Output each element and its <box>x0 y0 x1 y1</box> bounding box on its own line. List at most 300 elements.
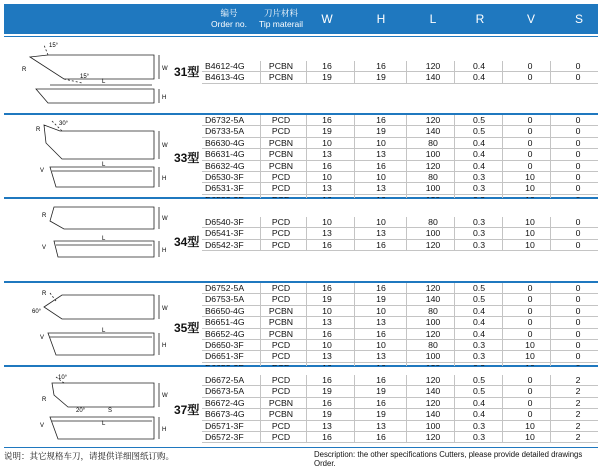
cell-v: 0 <box>527 72 533 83</box>
cell-r: 0.4 <box>472 137 486 148</box>
table-row <box>202 375 598 386</box>
column-divider <box>550 283 551 374</box>
cell-h: 10 <box>376 137 386 148</box>
tool-34-w-label: W <box>162 216 168 222</box>
cell-v: 0 <box>527 160 533 171</box>
tool-37-s-label: S <box>108 408 113 414</box>
group-37 <box>4 366 598 448</box>
tool-33-l-label: L <box>102 162 106 168</box>
tool-33-w-label: W <box>162 143 168 149</box>
cell-v: 10 <box>525 228 535 239</box>
cell-s: 0 <box>575 294 581 305</box>
type-label-31: 31型 <box>174 65 200 79</box>
cell-w: 13 <box>322 228 332 239</box>
cell-l: 80 <box>428 137 438 148</box>
cell-code: D6530-3F <box>205 171 244 182</box>
table-row <box>202 149 598 160</box>
cell-code: D6753-5A <box>205 294 245 305</box>
cell-h: 13 <box>376 228 386 239</box>
cell-v: 10 <box>525 217 535 227</box>
column-divider <box>354 115 355 206</box>
column-divider <box>454 375 455 443</box>
cell-w: 16 <box>322 160 332 171</box>
cell-code: D6541-3F <box>205 228 244 239</box>
cell-material: PCBN <box>268 149 294 160</box>
table-row <box>202 329 598 340</box>
cell-s: 0 <box>575 115 581 125</box>
cell-r: 0.5 <box>472 386 486 397</box>
cell-w: 13 <box>322 420 332 431</box>
cell-w: 10 <box>322 137 332 148</box>
cell-material: PCBN <box>268 61 294 71</box>
column-divider <box>306 115 307 206</box>
footer-note-en: Description: the other specifications Cutters, please provide detailed drawings Order. <box>314 450 583 468</box>
type-label-33: 33型 <box>174 151 200 165</box>
tool-31-l-label: L <box>102 79 106 85</box>
cell-l: 120 <box>425 239 441 250</box>
cell-l: 140 <box>425 409 441 420</box>
cell-material: PCBN <box>268 328 294 339</box>
table-row <box>202 294 598 305</box>
tool-35-l-label: L <box>102 328 106 334</box>
cell-material: PCD <box>271 228 291 239</box>
cell-v: 0 <box>527 397 533 408</box>
group-35 <box>4 282 598 366</box>
cell-r: 0.4 <box>472 305 486 316</box>
cell-code: B4612-4G <box>205 61 245 71</box>
cell-material: PCBN <box>268 305 294 316</box>
cell-h: 16 <box>376 375 386 385</box>
group-33 <box>4 114 598 198</box>
cell-code: D6540-3F <box>205 217 244 227</box>
cell-h: 13 <box>376 149 386 160</box>
tool-37-w-label: W <box>162 393 168 399</box>
cell-code: D6651-3F <box>205 351 244 362</box>
cell-w: 13 <box>322 351 332 362</box>
tool-35-r-label: R <box>42 291 47 297</box>
column-divider <box>354 283 355 374</box>
cell-s: 0 <box>575 239 581 250</box>
cell-r: 0.5 <box>472 375 486 385</box>
cell-l: 140 <box>425 72 441 83</box>
cell-code: B6652-4G <box>205 328 245 339</box>
cell-h: 10 <box>376 171 386 182</box>
cell-h: 16 <box>376 115 386 125</box>
cell-h: 13 <box>376 317 386 328</box>
cell-w: 10 <box>322 305 332 316</box>
cell-l: 100 <box>425 420 441 431</box>
cell-s: 0 <box>575 160 581 171</box>
cell-l: 100 <box>425 183 441 194</box>
cell-h: 16 <box>376 397 386 408</box>
cell-h: 16 <box>376 160 386 171</box>
cell-v: 10 <box>525 420 535 431</box>
cell-r: 0.5 <box>472 126 486 137</box>
column-divider <box>502 283 503 374</box>
cell-material: PCD <box>271 283 291 293</box>
group-34-diagram-cell <box>4 199 200 281</box>
cell-material: PCD <box>271 294 291 305</box>
order-no-header <box>200 4 258 34</box>
cell-material: PCBN <box>268 72 294 83</box>
cell-v: 0 <box>527 126 533 137</box>
cell-h: 19 <box>376 386 386 397</box>
column-divider <box>502 217 503 251</box>
cell-r: 0.4 <box>472 149 486 160</box>
cell-v: 0 <box>527 317 533 328</box>
tip-material-header <box>258 4 304 34</box>
cell-s: 0 <box>575 305 581 316</box>
cell-w: 19 <box>322 294 332 305</box>
tool-34-v-label: V <box>42 245 47 251</box>
tool-33-drawing <box>4 115 200 197</box>
cell-v: 0 <box>527 386 533 397</box>
cell-v: 10 <box>525 171 535 182</box>
tool-33-angle: 30° <box>59 121 69 127</box>
table-row <box>202 240 598 251</box>
tool-35-h-label: H <box>162 343 167 349</box>
cell-s: 0 <box>575 171 581 182</box>
column-divider <box>260 375 261 443</box>
cell-v: 0 <box>527 115 533 125</box>
cell-w: 16 <box>322 115 332 125</box>
column-divider <box>502 115 503 206</box>
cell-material: PCD <box>271 351 291 362</box>
table-row <box>202 398 598 409</box>
tool-37-angle-bottom: 20° <box>76 408 86 414</box>
cell-l: 80 <box>428 171 438 182</box>
cell-v: 0 <box>527 137 533 148</box>
table-row <box>202 306 598 317</box>
table-row <box>202 340 598 351</box>
tool-31-r-label: R <box>22 67 27 73</box>
group-31 <box>4 36 598 114</box>
cell-code: D6650-3F <box>205 339 244 350</box>
cell-v: 0 <box>527 375 533 385</box>
cell-material: PCD <box>271 171 291 182</box>
cell-r: 0.4 <box>472 397 486 408</box>
table-row <box>202 61 598 72</box>
cell-code: B6672-4G <box>205 397 245 408</box>
cell-l: 140 <box>425 126 441 137</box>
cell-code: D6733-5A <box>205 126 245 137</box>
type-label-37: 37型 <box>174 403 200 417</box>
cell-material: PCD <box>271 431 291 442</box>
table-header <box>4 4 598 34</box>
cell-s: 2 <box>575 386 581 397</box>
column-divider <box>454 61 455 84</box>
cell-code: B6650-4G <box>205 305 245 316</box>
cell-l: 120 <box>425 61 441 71</box>
cell-h: 10 <box>376 305 386 316</box>
cell-v: 10 <box>525 239 535 250</box>
cell-h: 10 <box>376 339 386 350</box>
tool-35-w-label: W <box>162 306 168 312</box>
tool-34-l-label: L <box>102 236 106 242</box>
cell-code: B6673-4G <box>205 409 245 420</box>
column-divider <box>406 115 407 206</box>
group-31-rows <box>202 61 598 84</box>
table-row <box>202 283 598 294</box>
cell-w: 16 <box>322 431 332 442</box>
tool-37-h-label: H <box>162 427 167 433</box>
cell-s: 0 <box>575 328 581 339</box>
cell-r: 0.3 <box>472 351 486 362</box>
cell-r: 0.3 <box>472 228 486 239</box>
group-34 <box>4 198 598 282</box>
cell-r: 0.4 <box>472 61 486 71</box>
cell-v: 0 <box>527 149 533 160</box>
tool-31-angle-bottom: 15° <box>80 74 90 80</box>
cell-material: PCBN <box>268 137 294 148</box>
cell-h: 16 <box>376 283 386 293</box>
order-no-header-en: Order no. <box>211 19 247 29</box>
cell-h: 19 <box>376 72 386 83</box>
order-no-header-cn: 编号 <box>220 8 238 18</box>
col-w-header: W <box>321 12 333 26</box>
cell-w: 16 <box>322 328 332 339</box>
cell-material: PCD <box>271 183 291 194</box>
cell-s: 0 <box>575 61 581 71</box>
cell-r: 0.3 <box>472 239 486 250</box>
cell-l: 120 <box>425 328 441 339</box>
cell-v: 0 <box>527 328 533 339</box>
column-divider <box>306 283 307 374</box>
cell-l: 80 <box>428 217 438 227</box>
cell-w: 19 <box>322 409 332 420</box>
cell-w: 16 <box>322 397 332 408</box>
cell-code: B6651-4G <box>205 317 245 328</box>
column-divider <box>306 217 307 251</box>
group-35-diagram-cell <box>4 283 200 365</box>
column-divider <box>502 61 503 84</box>
tool-31-drawing <box>4 37 200 113</box>
cell-l: 80 <box>428 305 438 316</box>
cell-l: 140 <box>425 294 441 305</box>
cell-material: PCD <box>271 115 291 125</box>
cell-r: 0.4 <box>472 72 486 83</box>
tool-31-h-label: H <box>162 95 167 101</box>
column-divider <box>454 217 455 251</box>
tool-35-v-label: V <box>40 335 45 341</box>
table-row <box>202 409 598 420</box>
column-divider <box>406 375 407 443</box>
cell-s: 0 <box>575 283 581 293</box>
table-row <box>202 72 598 83</box>
col-h-header: H <box>376 12 386 26</box>
cell-code: B6630-4G <box>205 137 245 148</box>
group-35-rows <box>202 283 598 374</box>
cell-material: PCD <box>271 217 291 227</box>
cell-code: D6571-3F <box>205 420 244 431</box>
table-row <box>202 161 598 172</box>
tool-37-angle-top: 10° <box>58 375 68 381</box>
table-row <box>202 217 598 228</box>
cell-r: 0.4 <box>472 409 486 420</box>
cell-l: 120 <box>425 160 441 171</box>
cell-l: 140 <box>425 386 441 397</box>
tool-33-h-label: H <box>162 176 167 182</box>
cell-material: PCD <box>271 386 291 397</box>
tool-37-v-label: V <box>40 423 45 429</box>
cell-r: 0.5 <box>472 294 486 305</box>
cell-h: 16 <box>376 328 386 339</box>
cell-s: 0 <box>575 217 581 227</box>
cell-s: 0 <box>575 72 581 83</box>
column-divider <box>550 61 551 84</box>
cell-s: 0 <box>575 126 581 137</box>
column-divider <box>260 61 261 84</box>
cell-w: 19 <box>322 72 332 83</box>
cell-r: 0.4 <box>472 160 486 171</box>
group-34-rows <box>202 217 598 251</box>
cell-v: 0 <box>527 283 533 293</box>
cell-v: 10 <box>525 351 535 362</box>
cell-v: 0 <box>527 305 533 316</box>
cell-v: 0 <box>527 61 533 71</box>
cell-w: 19 <box>322 126 332 137</box>
table-row <box>202 126 598 137</box>
cell-v: 10 <box>525 431 535 442</box>
cell-w: 10 <box>322 339 332 350</box>
cell-l: 120 <box>425 375 441 385</box>
cell-h: 13 <box>376 351 386 362</box>
cell-w: 13 <box>322 149 332 160</box>
group-33-diagram-cell <box>4 115 200 197</box>
cell-s: 2 <box>575 375 581 385</box>
column-divider <box>260 217 261 251</box>
cell-material: PCD <box>271 420 291 431</box>
column-divider <box>550 375 551 443</box>
cell-code: D6531-3F <box>205 183 244 194</box>
cell-material: PCD <box>271 375 291 385</box>
cell-material: PCBN <box>268 160 294 171</box>
cell-code: D6732-5A <box>205 115 245 125</box>
cell-w: 16 <box>322 61 332 71</box>
cell-s: 2 <box>575 397 581 408</box>
column-divider <box>406 283 407 374</box>
cell-l: 80 <box>428 339 438 350</box>
table-row <box>202 432 598 443</box>
cell-code: D6572-3F <box>205 431 244 442</box>
cell-h: 10 <box>376 217 386 227</box>
cell-s: 0 <box>575 183 581 194</box>
cell-v: 10 <box>525 183 535 194</box>
cell-w: 13 <box>322 183 332 194</box>
cell-l: 100 <box>425 149 441 160</box>
column-divider <box>354 217 355 251</box>
cell-l: 120 <box>425 431 441 442</box>
cell-r: 0.3 <box>472 431 486 442</box>
table-row <box>202 183 598 194</box>
cell-r: 0.5 <box>472 115 486 125</box>
column-divider <box>550 217 551 251</box>
cell-r: 0.4 <box>472 317 486 328</box>
column-divider <box>306 375 307 443</box>
cell-v: 0 <box>527 294 533 305</box>
cell-s: 0 <box>575 339 581 350</box>
cell-code: B6631-4G <box>205 149 245 160</box>
tool-37-r-label: R <box>42 397 47 403</box>
cell-h: 13 <box>376 183 386 194</box>
group-31-diagram-cell <box>4 37 200 113</box>
tool-31-angle-top: 15° <box>49 43 59 49</box>
type-label-34: 34型 <box>174 235 200 249</box>
column-divider <box>454 115 455 206</box>
column-divider <box>454 283 455 374</box>
cell-code: B6632-4G <box>205 160 245 171</box>
type-label-35: 35型 <box>174 321 200 335</box>
cell-material: PCD <box>271 126 291 137</box>
table-row <box>202 138 598 149</box>
cell-material: PCBN <box>268 397 294 408</box>
tool-35-angle: 60° <box>32 309 42 315</box>
cell-w: 16 <box>322 283 332 293</box>
tool-35-drawing <box>4 283 200 365</box>
cell-material: PCD <box>271 239 291 250</box>
cell-h: 19 <box>376 294 386 305</box>
cell-s: 0 <box>575 351 581 362</box>
tool-34-r-label: R <box>42 213 47 219</box>
footer-note-cn: 说明：其它规格车刀，请提供详细图纸订购。 <box>4 451 175 461</box>
column-divider <box>406 61 407 84</box>
cell-s: 2 <box>575 409 581 420</box>
cell-r: 0.3 <box>472 339 486 350</box>
cell-l: 120 <box>425 397 441 408</box>
cell-l: 100 <box>425 351 441 362</box>
column-divider <box>406 217 407 251</box>
tool-31-w-label: W <box>162 66 168 72</box>
tool-37-drawing <box>4 367 200 447</box>
group-33-rows <box>202 115 598 206</box>
group-37-diagram-cell <box>4 367 200 447</box>
cell-v: 0 <box>527 409 533 420</box>
cell-h: 16 <box>376 431 386 442</box>
cell-code: D6542-3F <box>205 239 244 250</box>
tip-material-header-en: Tip materail <box>258 19 304 29</box>
table-row <box>202 421 598 432</box>
cell-s: 0 <box>575 228 581 239</box>
cell-w: 10 <box>322 171 332 182</box>
cell-w: 10 <box>322 217 332 227</box>
cell-code: B4613-4G <box>205 72 245 83</box>
cell-material: PCBN <box>268 317 294 328</box>
cell-s: 0 <box>575 137 581 148</box>
table-row <box>202 317 598 328</box>
cell-l: 100 <box>425 228 441 239</box>
tool-37-l-label: L <box>102 421 106 427</box>
tool-34-drawing <box>4 199 200 281</box>
cell-material: PCBN <box>268 409 294 420</box>
table-row <box>202 172 598 183</box>
cell-w: 16 <box>322 375 332 385</box>
tool-34-h-label: H <box>162 248 167 254</box>
column-divider <box>354 375 355 443</box>
cell-s: 2 <box>575 420 581 431</box>
column-divider <box>354 61 355 84</box>
cell-code: D6752-5A <box>205 283 245 293</box>
cell-h: 16 <box>376 61 386 71</box>
table-row <box>202 351 598 362</box>
cell-code: D6673-5A <box>205 386 245 397</box>
column-divider <box>306 61 307 84</box>
table-row <box>202 115 598 126</box>
col-r-header: R <box>475 12 485 26</box>
cell-r: 0.4 <box>472 328 486 339</box>
cell-v: 10 <box>525 339 535 350</box>
group-37-rows <box>202 375 598 443</box>
cell-r: 0.3 <box>472 171 486 182</box>
